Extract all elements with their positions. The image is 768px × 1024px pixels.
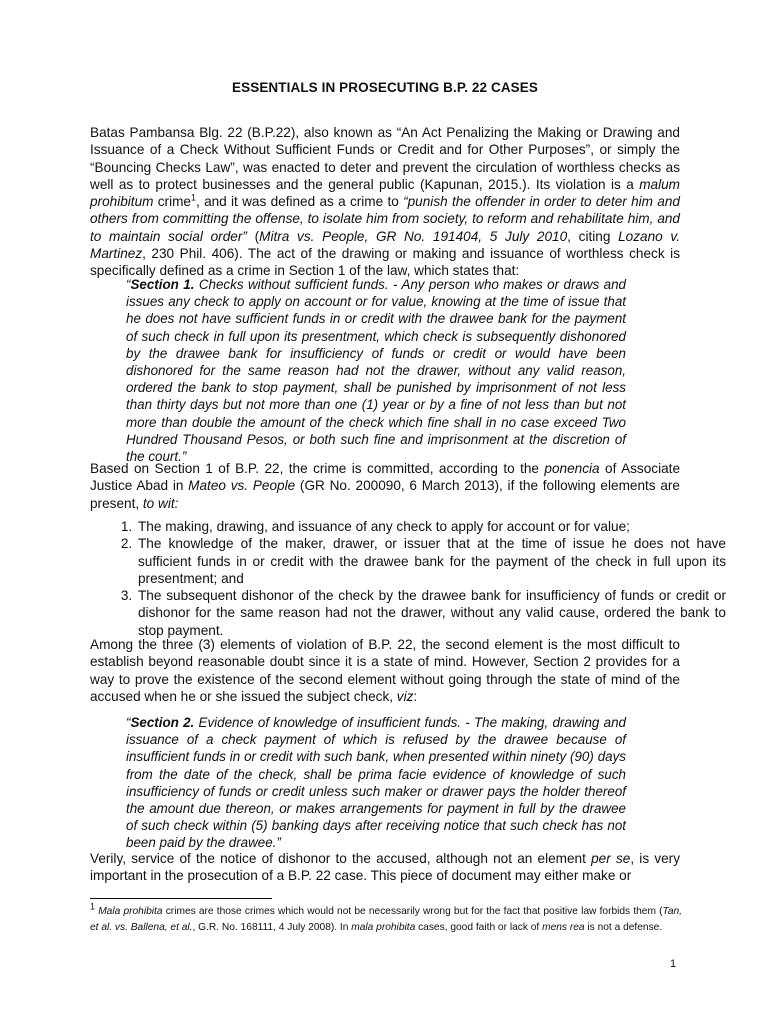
- intro-text-10: , 230 Phil. 406). The act of the drawing or making and issuance of worthless check is specifically defined as a crime in Section 1 of the law, which states that:: [90, 246, 680, 279]
- based-italic-towit: to wit:: [142, 495, 179, 511]
- elements-list: [90, 518, 726, 639]
- list-item: 1. The making, drawing, and issuance of any check to apply for account or for value;: [136, 518, 726, 535]
- intro-citation-lozano: Lozano v. Martinez: [90, 228, 680, 262]
- footnote-italic-mala: Mala prohibita: [98, 906, 163, 917]
- footnote-text-9: is not a defense.: [584, 922, 663, 934]
- intro-italic-malum: malum prohibitum: [90, 176, 680, 210]
- footnote-citation-tan: Tan, et al. vs. Ballena, et al.: [90, 906, 682, 934]
- section2-heading: Section 2.: [130, 715, 195, 730]
- section2-body: Evidence of knowledge of insufficient funds. - The making, drawing and issuance of a check payment of which is refused by the drawee because of insufficient funds in or credit with such bank, when presented within ninety (90) days from the date of the check, shall be prima facie evidence of knowledge of such insufficiency of funds or credit unless such maker or drawer pays the holder thereof the amount due thereon, or makes arrangements for payment in full by the drawee of such check within (5) banking days after receiving notice that such check has not been paid by the drawee.”: [126, 715, 626, 851]
- intro-text-6: (: [246, 228, 260, 244]
- list-item: 2. The knowledge of the maker, drawer, or issuer that at the time of issue he does not have sufficient funds in or credit with the drawee bank for the payment of the check in full upon its presentment; and: [136, 535, 726, 587]
- section1-heading: Section 1.: [130, 277, 195, 292]
- section2-quote: [126, 714, 626, 852]
- intro-quote-italic: “punish the offender in order to deter him and others from committing the offense, to isolate him from society, to reform and rehabilitate him, and to maintain social order”: [90, 194, 680, 244]
- verily-italic-perse: per se: [591, 851, 631, 866]
- verily-text-1: Verily, service of the notice of dishonor to the accused, although not an element: [90, 851, 592, 866]
- footnote-divider: [90, 898, 272, 899]
- based-italic-ponencia: ponencia: [544, 461, 600, 476]
- based-citation-mateo: Mateo vs. People: [188, 478, 296, 494]
- based-text-1: Based on Section 1 of B.P. 22, the crime is committed, according to the: [90, 461, 545, 476]
- intro-text-8: , citing: [567, 228, 619, 244]
- based-paragraph: [90, 460, 680, 512]
- based-text-5: (GR No. 200090, 6 March 2013), if the following elements are present,: [90, 478, 680, 511]
- among-text-3: :: [413, 688, 418, 704]
- among-italic-viz: viz: [396, 688, 414, 704]
- based-text-3: of Associate Justice Abad in: [90, 461, 681, 494]
- intro-text-3: crime: [153, 194, 191, 210]
- section2-open-quote: “: [126, 715, 131, 730]
- footnote-text-3: crimes are those crimes which would not be necessarily wrong but for the fact that positive law forbids them (: [162, 906, 663, 917]
- section1-body: Checks without sufficient funds. - Any person who makes or draws and issues any check to apply on account or for value, knowing at the time of issue that he does not have sufficient funds in or credit with the drawee bank for the payment of such check in full upon its presentment, which check is subsequently dishonored by the drawee bank for insufficiency of funds or credit or would have been dishonored for the same reason had not the drawer, without any valid reason, ordered the bank to stop payment, shall be punished by imprisonment of not less than thirty days but not more than one (1) year or by a fine of not less than but not more than double the amount of the check which fine shall in no case exceed Two Hundred Thousand Pesos, or both such fine and imprisonment at the discretion of the court.”: [126, 277, 626, 465]
- among-paragraph: [90, 636, 680, 705]
- footnote-text-5: , G.R. No. 168111, 4 July 2008). In: [192, 922, 352, 934]
- among-text-1: Among the three (3) elements of violation of B.P. 22, the second element is the most difficult to establish beyond reasonable doubt since it is a state of mind. However, Section 2 provides for a way to prove the existence of the second element without going through the state of mind of the accused when he or she issued the subject check,: [90, 637, 680, 704]
- verily-text-3: , is very important in the prosecution of a B.P. 22 case. This piece of document may either make or: [90, 851, 681, 884]
- intro-text-1: Batas Pambansa Blg. 22 (B.P.22), also known as “An Act Penalizing the Making or Drawing and Issuance of a Check Without Sufficient Funds or Credit and for Other Purposes”, or simply the “Bouncing Checks Law”, was enacted to deter and prevent the circulation of worthless checks as well as to protect businesses and the general public (Kapunan, 2015.). Its violation is a: [90, 125, 680, 192]
- footnote: [90, 901, 682, 936]
- footnote-italic-mala-2: mala prohibita: [351, 922, 416, 934]
- section1-quote: [126, 276, 626, 465]
- footnote-ref[interactable]: 1: [190, 192, 196, 203]
- footnote-mark: 1: [90, 901, 96, 912]
- footnote-text-7: cases, good faith or lack of: [415, 922, 543, 934]
- document-title: ESSENTIALS IN PROSECUTING B.P. 22 CASES: [232, 80, 538, 95]
- verily-paragraph: [90, 850, 680, 885]
- page-number: 1: [670, 958, 677, 970]
- footnote-italic-mensrea: mens rea: [542, 922, 585, 934]
- section1-open-quote: “: [126, 277, 131, 292]
- intro-paragraph: [90, 124, 680, 280]
- intro-citation-mitra: Mitra vs. People, GR No. 191404, 5 July 2010: [259, 228, 568, 244]
- intro-text-4: , and it was defined as a crime to: [196, 194, 404, 210]
- list-item: 3. The subsequent dishonor of the check by the drawee bank for insufficiency of funds or credit or dishonor for the same reason had not the drawer, without any valid cause, ordered the bank to stop payment.: [136, 587, 726, 639]
